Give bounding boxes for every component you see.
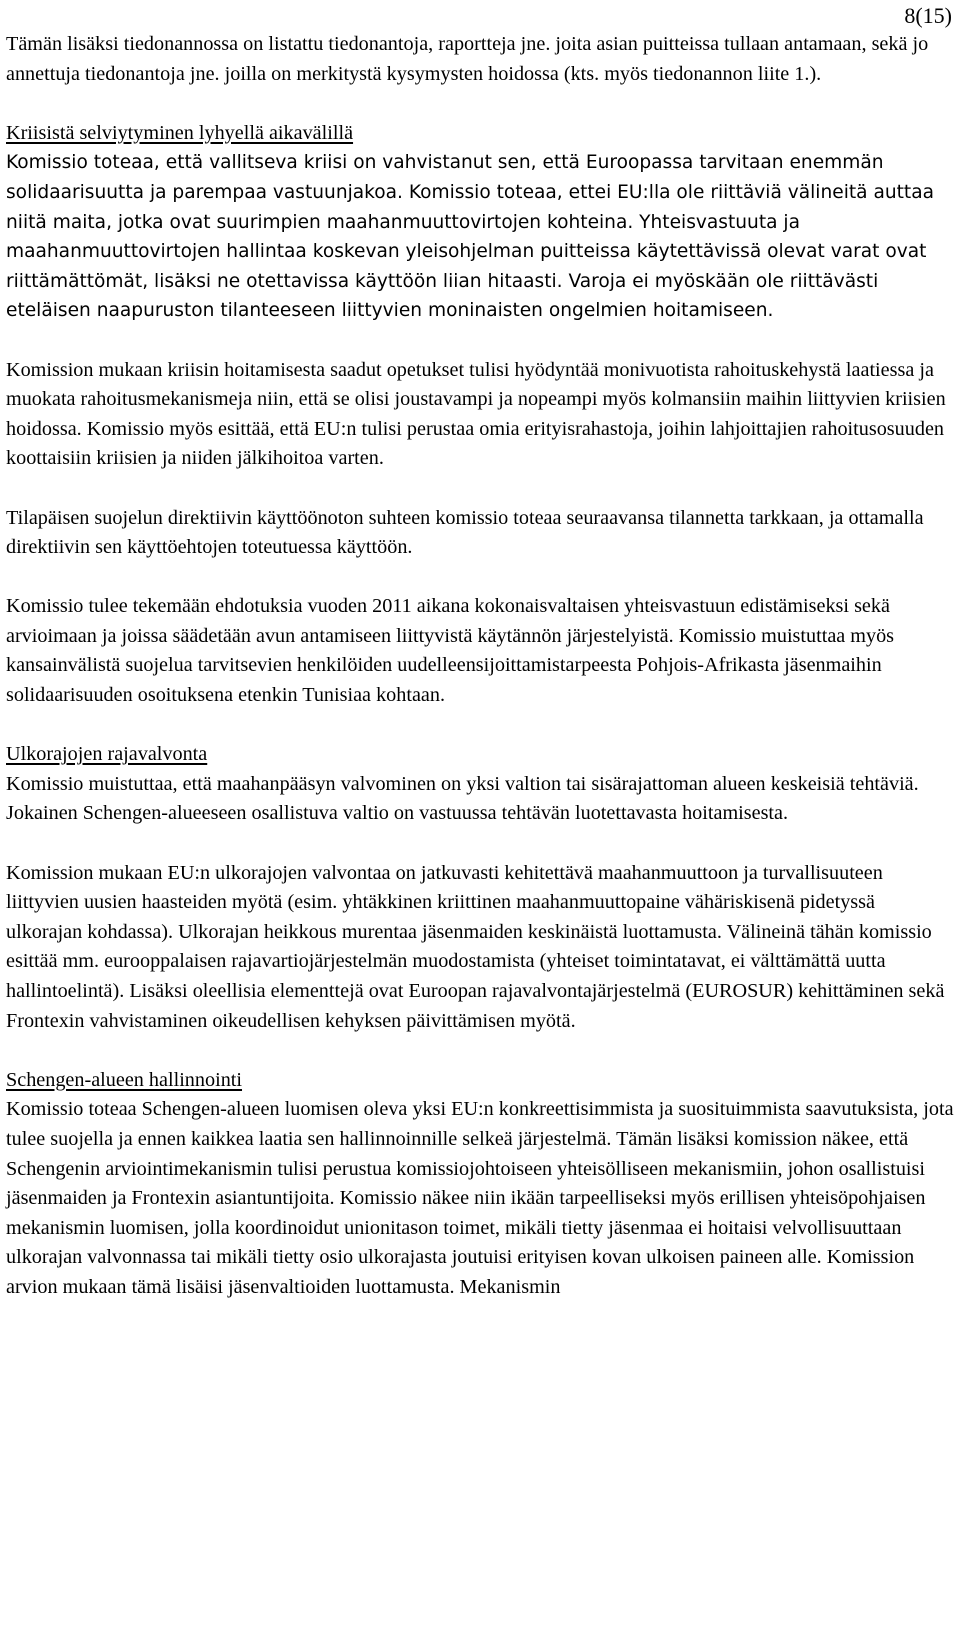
paragraph-external-borders: Komission mukaan EU:n ulkorajojen valvontaa on jatkuvasti kehitettävä maahanmuuttoon ja turvallisuuteen liittyvien uusien haasteiden myötä (esim. yhtäkkinen kriittinen maahanmuuttopaine vähäriskisenä pidetyssä ulkorajan kohdassa). Ulkorajan heikkous murentaa jäsenmaiden keskinäistä luottamusta. Välineinä tähän komissio esittää mm. eurooppalaisen rajavartiojärjestelmän muodostamista (yhteiset toimintatavat, ei välttämättä uutta hallintoelintä). Lisäksi oleellisia elementtejä ovat Euroopan rajavalvontajärjestelmä (EUROSUR) kehittäminen sekä Frontexin vahvistaminen oikeudellisen kehyksen päivittämisen myötä. bbox=[6, 861, 945, 1032]
section-heading-border-control: Ulkorajojen rajavalvonta bbox=[6, 743, 208, 766]
paragraph-temporary-protection: Tilapäisen suojelun direktiivin käyttöönoton suhteen komissio toteaa seuraavansa tilannetta tarkkaan, ja ottamalla direktiivin sen käyttöehtojen toteutuessa käyttöön. bbox=[6, 506, 924, 559]
section-heading-short-term-crisis: Kriisistä selviytyminen lyhyellä aikavälillä bbox=[6, 121, 354, 144]
intro-paragraph: Tämän lisäksi tiedonannossa on listattu tiedonantoja, raportteja jne. joita asian puitteissa tullaan antamaan, sekä jo annettuja tiedonantoja jne. joilla on merkitystä kysymysten hoidossa (kts. myös tiedonannon liite 1.). bbox=[6, 33, 929, 85]
paragraph-schengen-area: Komissio toteaa Schengen-alueen luomisen oleva yksi EU:n konkreettisimmista ja suosituimmista saavutuksista, jota tulee suojella ja ennen kaikkea laatia sen hallinnoinnille selkeä järjestelmä. Tämän lisäksi komission näkee, että Schengenin arviointimekanismin tulisi perustua komissiojohtoiseen yhteisölliseen mekanismiin, johon osallistuisi jäsenmaiden ja Frontexin asiantuntijoita. Komissio näkee niin ikään tarpeelliseksi myös erillisen yhteisöpohjaisen mekanismin luomisen, jolla koordinoidut unionitason toimet, mikäli tietty jäsenmaa ei hoitaisi velvollisuuttaan ulkorajan valvonnassa tai mikäli tietty osio ulkorajasta joutuisi erityisen kovan ulkoisen paineen alle. Komission arvion mukaan tämä lisäisi jäsenvaltioiden luottamusta. Mekanismin bbox=[6, 1098, 954, 1298]
paragraph-solidarity: Komissio toteaa, että vallitseva kriisi on vahvistanut sen, että Euroopassa tarvitaan enemmän solidaarisuutta ja parempaa vastuunjakoa. Komissio toteaa, ettei EU:lla ole riittäviä välineitä auttaa niitä maita, jotka ovat suurimpien maahanmuuttovirtojen kohteina. Yhteisvastuuta ja maahanmuuttovirtojen hallintaa koskevan yleisohjelman puitteissa käytettävissä olevat varat ovat riittämättömät, lisäksi ne otettavissa käyttöön liian hitaasti. Varoja ei myöskään ole riittävästi eteläisen naapuruston tilanteeseen liittyvien moninaisten ongelmien hoitamiseen. bbox=[6, 152, 935, 322]
page-number: 8(15) bbox=[904, 3, 952, 28]
paragraph-2011-proposals: Komissio tulee tekemään ehdotuksia vuoden 2011 aikana kokonaisvaltaisen yhteisvastuun edistämiseksi sekä arvioimaan ja joissa säädetään avun antamiseen liittyvistä käytännön järjestelyistä. Komissio muistuttaa myös kansainvälistä suojelua tarvitsevien henkilöiden uudelleensijoittamistarpeesta Pohjois-Afrikasta jäsenmaihin solidaarisuuden osoituksena etenkin Tunisiaa kohtaan. bbox=[6, 595, 895, 707]
paragraph-financing-lessons: Komission mukaan kriisin hoitamisesta saadut opetukset tulisi hyödyntää monivuotista rahoituskehystä laatiessa ja muokata rahoitusmekanismeja niin, että se olisi joustavampi ja nopeampi myös kolmansiin maihin liittyvien kriisien hoidossa. Komissio myös esittää, että EU:n tulisi perustaa omia erityisrahastoja, joihin lahjoittajien rahoitusosuuden koottaisiin kriisien ja niiden jälkihoitoa varten. bbox=[6, 358, 946, 470]
document-body bbox=[6, 30, 954, 1332]
section-heading-schengen-governance: Schengen-alueen hallinnointi bbox=[6, 1068, 243, 1091]
paragraph-entry-control: Komissio muistuttaa, että maahanpääsyn valvominen on yksi valtion tai sisärajattoman alueen keskeisiä tehtäviä. Jokainen Schengen-alueeseen osallistuva valtio on vastuussa tehtävän luotettavasta hoitamisesta. bbox=[6, 772, 919, 825]
